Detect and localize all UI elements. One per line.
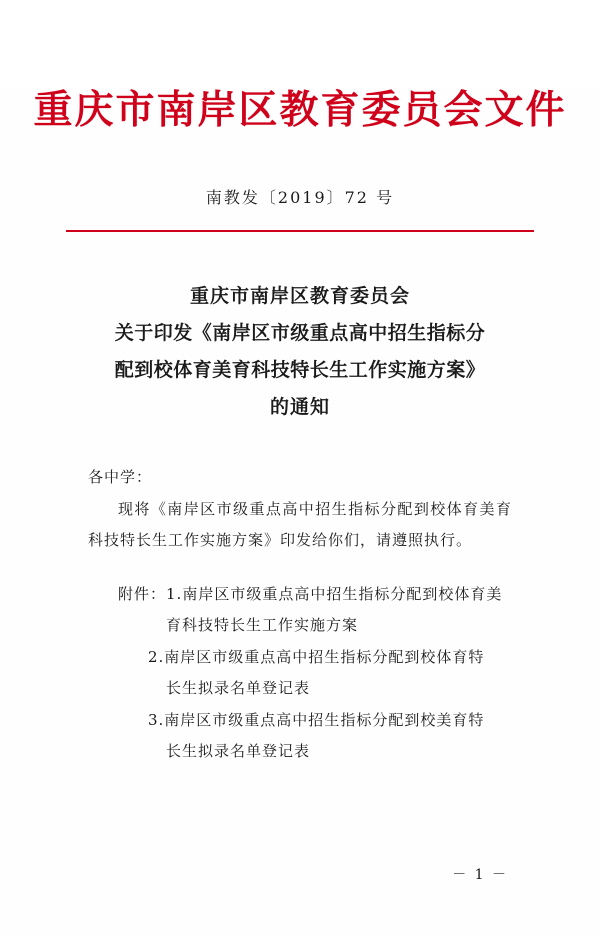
title-line-1: 重庆市南岸区教育委员会 [189, 284, 410, 307]
document-body [0, 462, 600, 557]
document-page [0, 88, 600, 936]
document-masthead: 重庆市南岸区教育委员会文件 [33, 87, 567, 133]
attachment-1-line-1: 1.南岸区市级重点高中招生指标分配到校体育美 [166, 584, 503, 603]
attachment-1-line-2: 育科技特长生工作实施方案 [166, 616, 359, 635]
salutation: 各中学： [88, 468, 153, 487]
attachment-2-line-1: 2.南岸区市级重点高中招生指标分配到校体育特 [148, 647, 485, 666]
attachments-section [0, 579, 600, 768]
attachments-label-text: 附件： [118, 584, 167, 603]
document-number: 南教发〔2019〕72 号 [205, 187, 395, 207]
attachment-3-line-2: 长生拟录名单登记表 [166, 742, 311, 761]
body-paragraph: 现将《南岸区市级重点高中招生指标分配到校体育美育科技特长生工作实施方案》印发给你们，请遵照执行。 [88, 499, 512, 550]
title-line-4: 的通知 [269, 395, 330, 418]
red-divider-rule [66, 230, 534, 232]
document-title [0, 278, 600, 426]
title-line-3: 配到校体育美育科技特长生工作实施方案》 [114, 358, 486, 381]
page-number: － 1 － [452, 867, 508, 883]
attachment-2-line-2: 长生拟录名单登记表 [166, 679, 311, 698]
attachments-label [88, 579, 512, 611]
title-line-2: 关于印发《南岸区市级重点高中招生指标分 [114, 321, 486, 344]
attachment-3-line-1: 3.南岸区市级重点高中招生指标分配到校美育特 [148, 710, 485, 729]
